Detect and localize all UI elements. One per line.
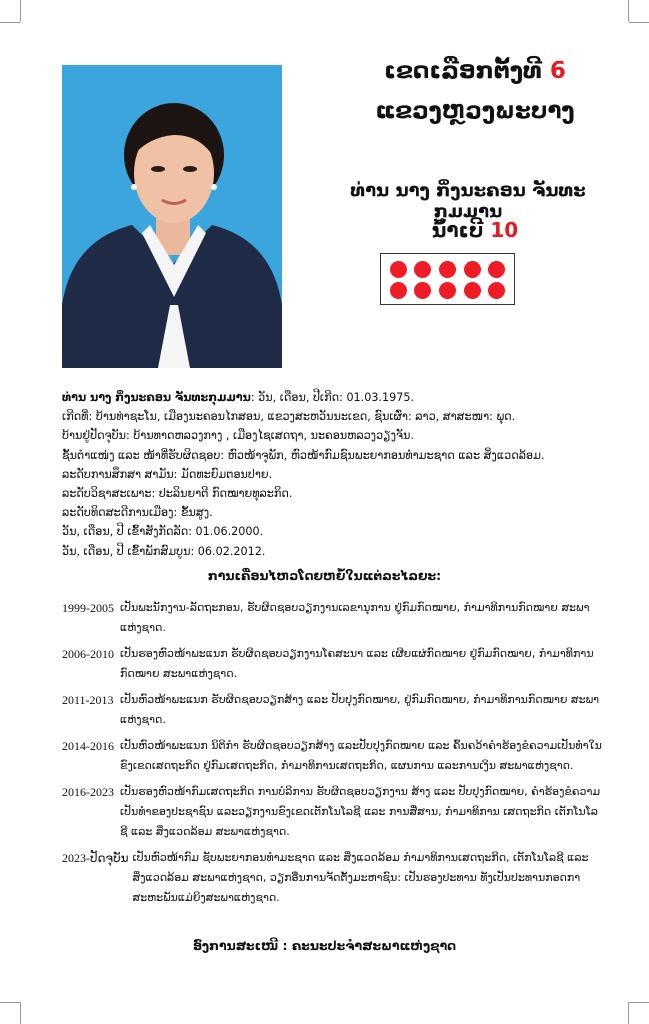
- ballot-dot: [464, 282, 481, 299]
- career-entry: [62, 644, 602, 684]
- candidate-photo: [62, 65, 282, 368]
- crop-mark: [20, 1002, 21, 1024]
- career-period: 2011-2013: [62, 693, 114, 707]
- career-entry: [62, 690, 602, 730]
- career-period: 1999-2005: [62, 601, 114, 615]
- career-description: ເປັນຮອງຫົວໜ້າພະແນກ ຮັບຜິດຊອບວຽກງານໂຄສະນາ ແລະ ເຜີຍແຜ່ກົດໝາຍ ຢູ່ກົມກົດໝາຍ, ກໍາມາທິການກົດໝາຍ ສະພາແຫ່ງຊາດ.: [120, 647, 594, 680]
- ballot-dot: [488, 282, 505, 299]
- crop-mark: [0, 22, 20, 23]
- ballot-dot: [390, 282, 407, 299]
- crop-mark: [628, 1002, 629, 1024]
- ballot-dot: [390, 261, 407, 278]
- bio-name: ທ່ານ ນາງ ກິ່ງນະຄອນ ຈັນທະກຸມມານ: [62, 391, 251, 404]
- career-period: 2016-2023: [62, 785, 114, 799]
- career-description: ເປັນພະນັກງານ-ລັດຖະກອນ, ຮັບຜິດຊອບວຽກງານເລຂານຸການ ຢູ່ກົມກົດໝາຍ, ກໍາມາທິການກົດໝາຍ ສະພາແຫ່ງຊາດ.: [120, 601, 590, 634]
- career-entry: [62, 848, 602, 908]
- ballot-dot: [414, 282, 431, 299]
- crop-mark: [629, 1002, 649, 1003]
- bio-line: ເກີດທີ່: ບ້ານທ່າຊະໂນ, ເມືອງນະຄອນໄກສອນ, ແຂວງສະຫວັນນະເຂດ, ຊົນເຜົ່າ: ລາວ, ສາສະໜາ: ພຸດ.: [62, 410, 516, 424]
- career-description: ເປັນຮອງຫົວໜ້າກົມເສດຖະກິດ ການບໍລິການ ຮັບຜິດຊອບວຽກງານ ສ້າງ ແລະ ປັບປຸງກົດໝາຍ, ຄໍາຮ້ອງຂໍຄວາມເປັນທໍາຂອງປະຊາຊົນ ແລະວຽກງານຂົງເຂດເຕັກໂນໂລຊີ ແລະ ການສື່ສານ, ກໍາມາທິການ ເສດຖະກິດ ເຕັກໂນໂລຊີ ແລະ ສິ່ງແວດລ້ອມ ສະພາແຫ່ງຊາດ.: [120, 785, 601, 838]
- constituency-title: ເຂດເລືອກຕັ້ງທີ 6: [384, 58, 566, 84]
- candidate-number-value: 10: [490, 218, 519, 242]
- career-period: 2006-2010: [62, 647, 114, 661]
- bio-line: ທ່ານ ນາງ ກິ່ງນະຄອນ ຈັນທະກຸມມານ: ວັນ, ເດືອນ, ປີເກີດ: 01.03.1975.: [62, 391, 415, 404]
- ballot-number-box: [380, 253, 515, 305]
- career-period: 2014-2016: [62, 739, 114, 753]
- province-title: ແຂວງຫຼວງພະບາງ: [375, 98, 575, 124]
- bio-line: ວັນ, ເດືອນ, ປີ ເຂົ້າພັກສົມບູນ: 06.02.2012.: [62, 544, 266, 558]
- crop-mark: [628, 0, 629, 22]
- ballot-dot: [464, 261, 481, 278]
- bio-line: ລະດັບການສຶກສາ ສາມັນ: ມັດທະຍົມຕອນປາຍ.: [62, 467, 273, 481]
- career-entry: [62, 736, 602, 776]
- career-heading: ການເຄື່ອນໄຫວໂດຍຫຍໍ້ໃນແຕ່ລະໄລຍະ:: [207, 568, 442, 583]
- bio-line: ບ້ານຢູ່ປັດຈຸບັນ: ບ້ານທາດຫລວງກາງ , ເມືອງໄຊເສດຖາ, ນະຄອນຫລວງວຽງຈັນ.: [62, 429, 414, 443]
- biography: [62, 388, 602, 561]
- ballot-dot: [488, 261, 505, 278]
- bio-line: ວັນ, ເດືອນ, ປີ ເຂົ້າສັງກັດລັດ: 01.06.2000.: [62, 525, 264, 539]
- career-entry: [62, 782, 602, 842]
- candidate-number: ນໍ້າເບີ 10: [431, 218, 519, 242]
- bio-line: ຊັ້ນຕໍາແໜ່ງ ແລະ ໜ້າທີ່ຮັບຜິດຊອບ: ຫົວໜ້າຈຸພັກ, ຫົວໜ້າກົມຊົນພະຍາກອນທໍາມະຊາດ ແລະ ສິ່ງແວດລ້ອມ.: [62, 448, 545, 462]
- candidate-name: ທ່ານ ນາງ ກິ່ງນະຄອນ ຈັນທະກຸມມານ: [350, 180, 586, 222]
- bio-line: ລະດັບທິດສະດີການເມືອງ: ຂັ້ນສູງ.: [62, 506, 213, 520]
- career-description: ເປັນຫົວໜ້າພະແນກ ນິຕິກໍາ ຮັບຜິດຊອບວຽກສ້າງ ແລະປັບປຸງກົດໝາຍ ແລະ ຄົ້ນຄວ້າຄໍາຮ້ອງຂໍຄວາມເປັນທໍາໃນຂົງເຂດເສດຖະກິດ ຢູ່ກົມເສດຖະກິດ, ກໍາມາທິການເສດຖະກິດ, ແຜນການ ແລະການເງິນ ສະພາແຫ່ງຊາດ.: [120, 739, 602, 772]
- ballot-dot: [414, 261, 431, 278]
- career-entry: [62, 598, 602, 638]
- constituency-number: 6: [549, 58, 566, 84]
- career-description: ເປັນຫົວໜ້າພະແນກ ຮັບຜິດຊອບວຽກສ້າງ ແລະ ປັບປຸງກົດໝາຍ, ຢູ່ກົມກົດໝາຍ, ກໍາມາທິການກົດໝາຍ ສະພາແຫ່ງຊາດ.: [120, 693, 600, 726]
- career-period: 2023-ປັດຈຸບັນ: [62, 851, 129, 865]
- career-list: [62, 598, 602, 914]
- crop-mark: [20, 0, 21, 22]
- crop-mark: [629, 22, 649, 23]
- career-description: ເປັນຫົວໜ້າກົມ ຊັບພະຍາກອນທໍາມະຊາດ ແລະ ສິ່ງແວດລ້ອມ ກໍາມາທິການເສດຖະກິດ, ເຕັກໂນໂລຊີ ແລະ ສິ່ງແວດລ້ອມ ສະພາແຫ່ງຊາດ, ວຽກອື່ນການຈັດຕັ້ງມະຫາຊົນ: ເປັນຮອງປະທານ ທັງເປັນປະທານກອດກາ ສະຫະພັນແມ່ຍິງສະພາແຫ່ງຊາດ.: [132, 851, 589, 904]
- ballot-dot: [439, 282, 456, 299]
- nominating-organization: ອົງການສະເໜີ : ຄະນະປະຈໍາສະພາແຫ່ງຊາດ: [192, 938, 457, 953]
- ballot-dot: [439, 261, 456, 278]
- bio-line: ລະດັບວິຊາສະເພາະ: ປະລິນຍາຕີ ກົດໝາຍທຸລະກິດ.: [62, 487, 293, 501]
- crop-mark: [0, 1002, 20, 1003]
